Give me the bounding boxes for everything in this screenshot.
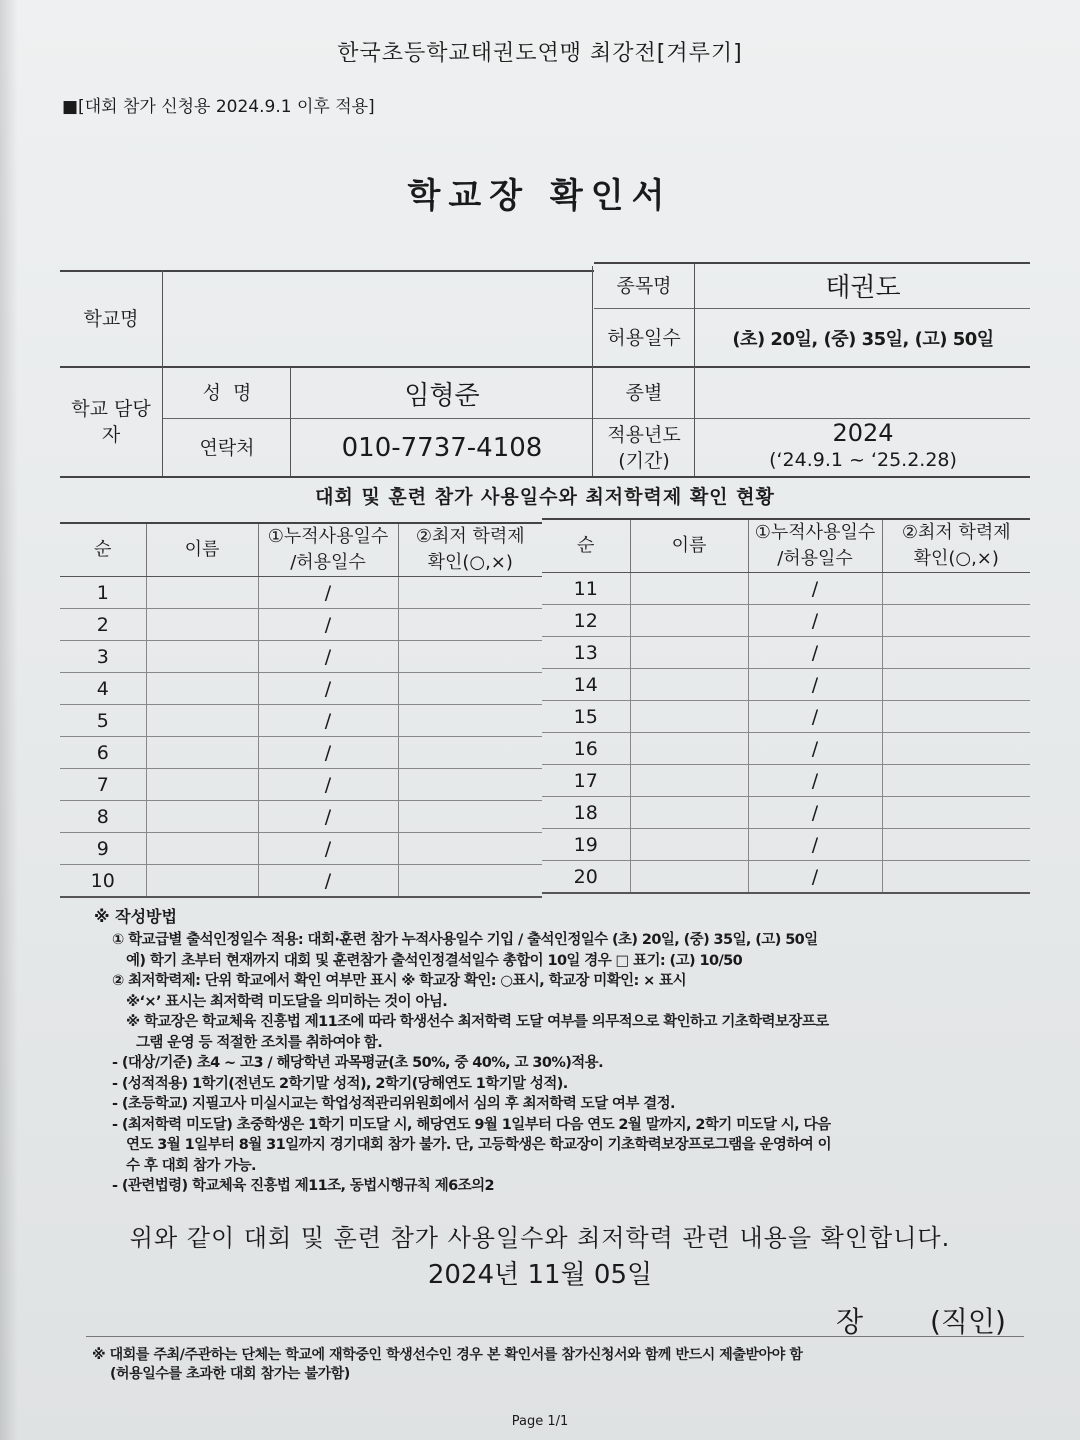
row-number: 3 [60,641,146,673]
table-row [542,733,1030,765]
row-min-grade [398,833,542,865]
sport-label: 종목명 [616,275,672,297]
confirmation-statement: 위와 같이 대회 및 훈련 참가 사용일수와 최저학력 관련 내용을 확인합니다. [129,1224,951,1252]
row-name [146,833,258,865]
row-days: / [258,833,398,865]
table-row [542,765,1030,797]
apply-year: 2024 [832,419,894,447]
row-number: 8 [60,801,146,833]
note-line: ① 학교급별 출석인정일수 적용: 대회·훈련 참가 누적사용일수 기입 / 출석인정일수 (초) 20일, (중) 35일, (고) 50일 [112,932,818,948]
row-name [630,669,748,701]
apply-period: (‘24.9.1 ~ ‘25.2.28) [769,449,957,471]
row-name [146,865,258,898]
note-line: - (성적적용) 1학기(전년도 2학기말 성적), 2학기(당해연도 1학기말 성적). [112,1075,568,1092]
table-row [60,609,542,641]
row-number: 17 [542,765,630,797]
method-heading: ※ 작성방법 [94,907,177,926]
row-min-grade [882,605,1030,637]
row-min-grade [882,861,1030,894]
row-number: 10 [60,865,146,898]
row-min-grade [882,701,1030,733]
note-line: ※‘×’ 표시는 최저학력 미도달을 의미하는 것이 아님. [126,993,448,1010]
note-line: 수 후 대회 참가 가능. [126,1157,256,1174]
footer-note [92,1346,1032,1384]
status-section-title: 대회 및 훈련 참가 사용일수와 최저학력제 확인 현황 [315,486,775,508]
official-seal-label: (직인) [930,1305,1006,1338]
col-days: ①누적사용일수 /허용일수 [258,523,398,577]
row-name [630,605,748,637]
note-line: - (최저학력 미도달) 초중학생은 1학기 미도달 시, 해당연도 9월 1일부터 다음 연도 2월 말까지, 2학기 미도달 시, 다음 [112,1116,831,1133]
row-days: / [258,577,398,609]
row-min-grade [398,673,542,705]
row-name [630,637,748,669]
row-number: 18 [542,797,630,829]
row-days: / [748,861,882,894]
school-name-value [164,272,592,366]
row-number: 19 [542,829,630,861]
row-number: 1 [60,577,146,609]
row-days: / [258,673,398,705]
row-number: 4 [60,673,146,705]
table-row [60,737,542,769]
table-row [542,797,1030,829]
row-min-grade [398,577,542,609]
row-number: 14 [542,669,630,701]
row-days: / [258,865,398,898]
status-table-left [60,522,542,898]
contact-name-label: 성 명 [202,382,252,404]
row-name [146,577,258,609]
row-name [146,769,258,801]
table-row [542,829,1030,861]
row-number: 16 [542,733,630,765]
footer-note-line: ※ 대회를 주최/주관하는 단체는 학교에 재학중인 학생선수인 경우 본 확인서를 참가신청서와 함께 반드시 제출받아야 함 [92,1347,803,1363]
footer-note-line: (허용일수를 초과한 대회 참가는 불가함) [110,1366,350,1382]
table-row [542,669,1030,701]
row-min-grade [398,705,542,737]
category-value [696,368,1030,418]
table-row [542,701,1030,733]
table-row [542,637,1030,669]
apply-year-label: 적용년도 (기간) [607,424,681,472]
row-number: 11 [542,573,630,605]
col-name: 이름 [146,523,258,577]
note-line: 그램 운영 등 적절한 조치를 취하여야 함. [136,1034,383,1051]
row-name [146,609,258,641]
row-min-grade [882,733,1030,765]
row-days: / [258,641,398,673]
row-name [146,801,258,833]
row-number: 9 [60,833,146,865]
row-min-grade [882,765,1030,797]
row-name [146,737,258,769]
row-number: 6 [60,737,146,769]
application-note: ■[대회 참가 신청용 2024.9.1 이후 적용] [62,97,375,117]
school-contact-label: 학교 담당자 [71,398,151,446]
note-line: 연도 3월 1일부터 8월 31일까지 경기대회 참가 불가. 단, 고등학생은 학교장이 기초학력보장프로그램을 운영하여 이 [126,1137,831,1153]
row-name [630,765,748,797]
contact-phone-value: 010-7737-4108 [341,433,543,463]
row-number: 12 [542,605,630,637]
row-number: 15 [542,701,630,733]
table-row [60,833,542,865]
row-days: / [748,701,882,733]
row-min-grade [398,609,542,641]
table-header-row [542,519,1030,573]
row-min-grade [398,737,542,769]
school-name-label: 학교명 [83,308,139,330]
row-days: / [258,737,398,769]
row-days: / [748,829,882,861]
row-name [630,861,748,894]
document-title: 학교장 확인서 [407,176,673,216]
apply-year-value [696,416,1030,476]
row-days: / [258,801,398,833]
row-name [146,641,258,673]
note-line: - (대상/기준) 초4 ~ 고3 / 해당학년 과목평균(초 50%, 중 40%, 고 30%)적용. [112,1055,603,1071]
row-days: / [748,605,882,637]
table-row [60,769,542,801]
note-line: 예) 학기 초부터 현재까지 대회 및 훈련참가 출석인정결석일수 총합이 10일 경우 □ 표기: (고) 10/50 [126,952,743,969]
row-days: / [748,573,882,605]
row-min-grade [398,865,542,898]
col-no: 순 [60,523,146,577]
table-row [60,641,542,673]
col-min-grade: ②최저 학력제 확인(○,×) [882,519,1030,573]
confirmation-date: 2024년 11월 05일 [427,1260,653,1290]
note-line: ② 최저학력제: 단위 학교에서 확인 여부만 표시 ※ 학교장 확인: ○표시, 학교장 미확인: × 표시 [112,973,686,989]
row-name [146,673,258,705]
row-number: 20 [542,861,630,894]
row-number: 2 [60,609,146,641]
col-days: ①누적사용일수 /허용일수 [748,519,882,573]
row-days: / [748,733,882,765]
allowed-days-label: 허용일수 [607,327,681,349]
row-days: / [258,609,398,641]
category-label: 종별 [625,382,663,404]
row-number: 7 [60,769,146,801]
row-name [630,733,748,765]
row-min-grade [882,637,1030,669]
row-name [630,573,748,605]
table-header-row [60,523,542,577]
row-min-grade [398,801,542,833]
table-row [542,605,1030,637]
note-line: - (관련법령) 학교체육 진흥법 제11조, 동법시행규칙 제6조의2 [112,1178,494,1194]
col-name: 이름 [630,519,748,573]
row-days: / [748,669,882,701]
table-row [60,801,542,833]
status-table-right [542,518,1030,894]
row-name [630,701,748,733]
organization-title: 한국초등학교태권도연맹 최강전[겨루기] [337,41,743,66]
row-number: 5 [60,705,146,737]
row-name [630,829,748,861]
col-no: 순 [542,519,630,573]
note-line: - (초등학교) 지필고사 미실시교는 학업성적관리위원회에서 심의 후 최저학력 도달 여부 결정. [112,1096,675,1112]
row-min-grade [882,829,1030,861]
method-notes [112,930,972,1197]
row-days: / [748,797,882,829]
table-row [60,705,542,737]
row-min-grade [882,669,1030,701]
row-name [146,705,258,737]
divider [86,1336,1024,1337]
row-name [630,797,748,829]
principal-label: 장 [836,1305,864,1338]
page-number: Page 1/1 [511,1414,569,1429]
row-min-grade [882,573,1030,605]
allowed-days-value: (초) 20일, (중) 35일, (고) 50일 [732,329,994,350]
row-days: / [258,705,398,737]
row-days: / [748,637,882,669]
table-row [60,673,542,705]
row-number: 13 [542,637,630,669]
table-row [542,573,1030,605]
contact-name-value: 임형준 [404,380,480,411]
note-line: ※ 학교장은 학교체육 진흥법 제11조에 따라 학생선수 최저학력 도달 여부를 의무적으로 확인하고 기초학력보장프로 [126,1014,829,1030]
contact-phone-label: 연락처 [199,437,255,459]
row-min-grade [882,797,1030,829]
row-min-grade [398,769,542,801]
row-days: / [258,769,398,801]
info-grid [60,262,1030,480]
table-row [60,577,542,609]
row-days: / [748,765,882,797]
row-min-grade [398,641,542,673]
table-row [542,861,1030,894]
table-row [60,865,542,898]
col-min-grade: ②최저 학력제 확인(○,×) [398,523,542,577]
sport-value: 태권도 [825,272,901,303]
